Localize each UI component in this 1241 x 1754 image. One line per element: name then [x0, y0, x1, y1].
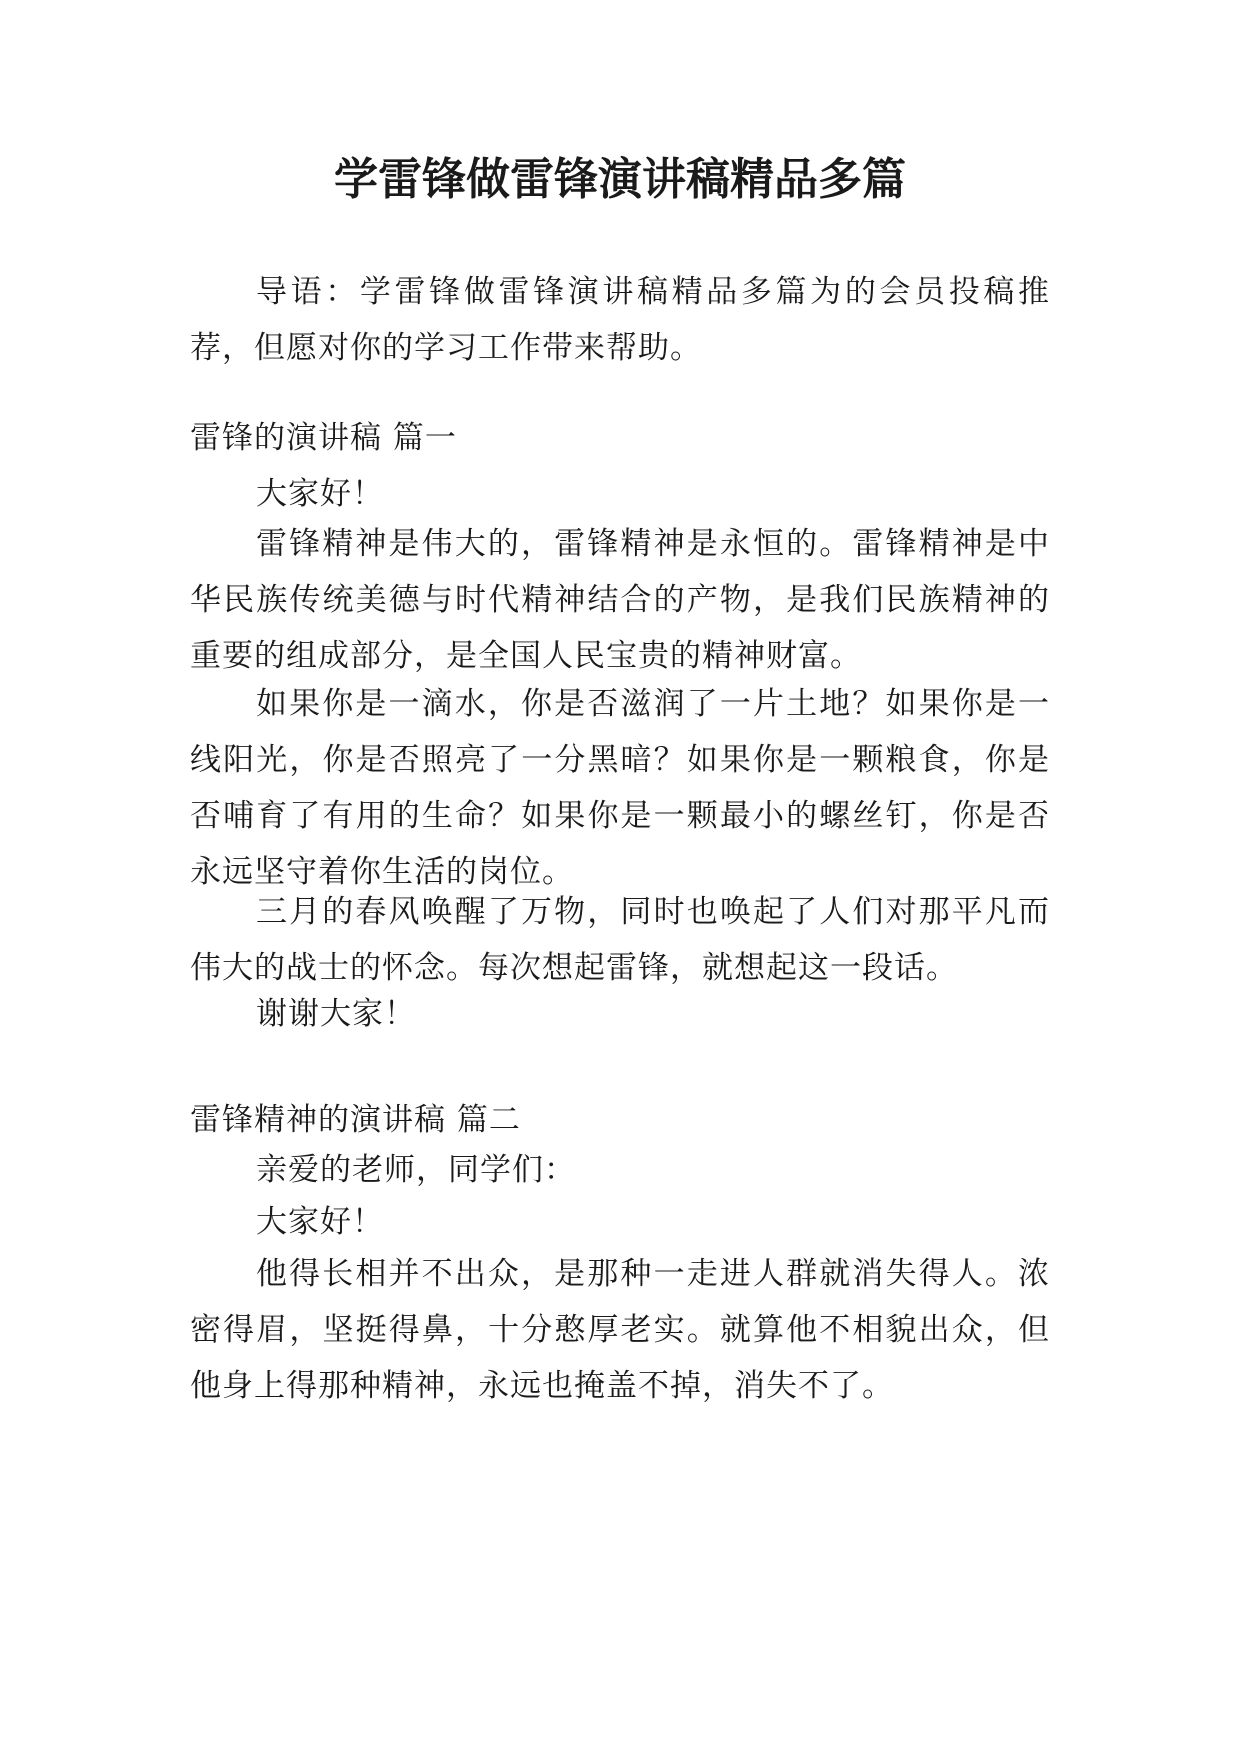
section-1-paragraph-3: 三月的春风唤醒了万物，同时也唤起了人们对那平凡而伟大的战士的怀念。每次想起雷锋，就想起这一段话。 [190, 894, 1050, 986]
section-1-heading: 雷锋的演讲稿 篇一 [190, 420, 457, 456]
section-2-heading: 雷锋精神的演讲稿 篇二 [190, 1102, 521, 1138]
document-title: 学雷锋做雷锋演讲稿精品多篇 [334, 154, 906, 205]
document-page [190, 0, 1050, 1754]
section-1-closing: 谢谢大家！ [256, 996, 416, 1032]
section-1-greeting: 大家好！ [256, 476, 384, 512]
section-1-paragraph-2: 如果你是一滴水，你是否滋润了一片土地？如果你是一线阳光，你是否照亮了一分黑暗？如果你是一颗粮食，你是否哺育了有用的生命？如果你是一颗最小的螺丝钉，你是否永远坚守着你生活的岗位。 [190, 686, 1050, 890]
section-2-salutation: 亲爱的老师，同学们： [256, 1152, 576, 1188]
intro-paragraph: 导语：学雷锋做雷锋演讲稿精品多篇为的会员投稿推荐，但愿对你的学习工作带来帮助。 [190, 274, 1050, 366]
section-1-paragraph-1: 雷锋精神是伟大的，雷锋精神是永恒的。雷锋精神是中华民族传统美德与时代精神结合的产物，是我们民族精神的重要的组成部分，是全国人民宝贵的精神财富。 [190, 526, 1050, 674]
section-2-paragraph-1: 他得长相并不出众，是那种一走进人群就消失得人。浓密得眉，坚挺得鼻，十分憨厚老实。就算他不相貌出众，但他身上得那种精神，永远也掩盖不掉，消失不了。 [190, 1256, 1050, 1404]
section-2-greeting: 大家好！ [256, 1204, 384, 1240]
